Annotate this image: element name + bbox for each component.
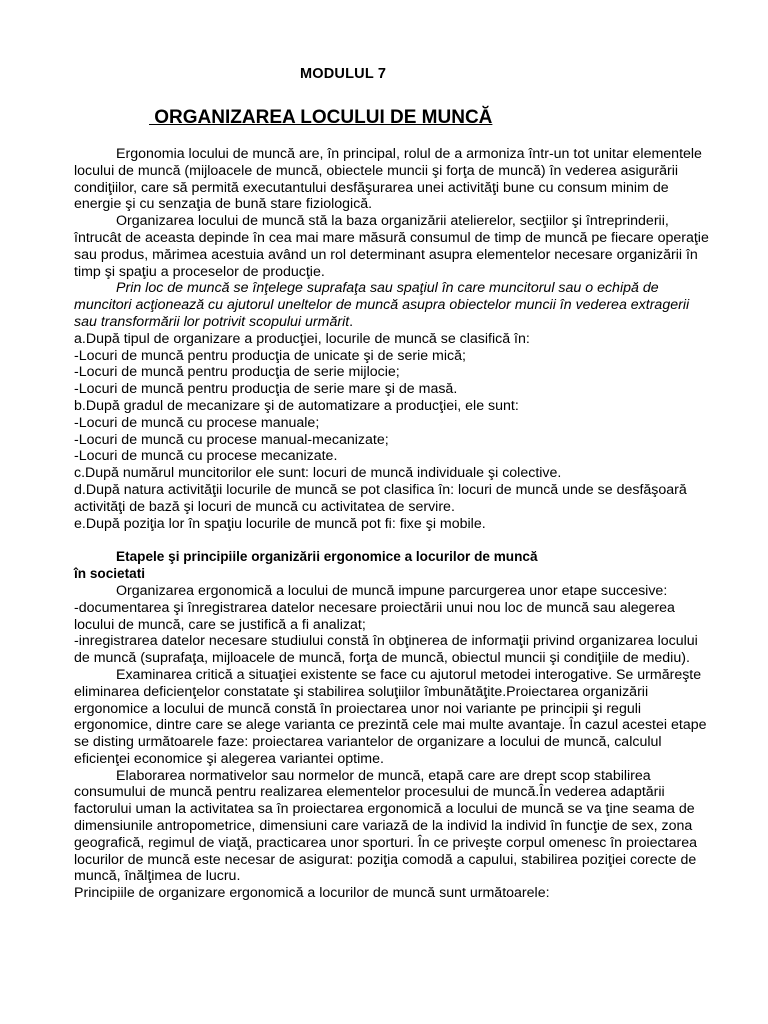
- section-spacer: [74, 532, 714, 549]
- paragraph-stages: Organizarea ergonomică a locului de muncă impune parcurgerea unor etape succesive:: [116, 582, 668, 599]
- paragraph-norms: Elaborarea normativelor sau normelor de muncă, etapă care are drept scop stabilirea consumului de muncă pentru realizarea elementelor procesului de muncă.În vederea adaptării factorului uman la activitatea sa în proiectarea ergonomică a locului de muncă se va ţine seama de dimensiunile antropometrice, dimensiuni care variază de la individ la individ în funcţie de sex, zona geografică, regimul de viaţă, practicarea unor sporturi. În ce priveşte corpul omenesc în proiectarea locurilor de muncă este necesar de asigurat: poziţia comodă a capului, stabilirea poziţiei corecte de muncă, înălţimea de lucru.: [74, 767, 697, 885]
- paragraph-organization: Organizarea locului de muncă stă la baza organizării atelierelor, secţiilor şi întreprinderii, întrucât de aceasta depinde în cea mai mare măsură consumul de timp de muncă pe fiecare operaţie sau produs, mărimea acestuia având un rol determinant asupra elementelor necesare organizării în timp şi spaţiu a proceselor de producţie.: [74, 213, 709, 280]
- list-item-b: b.După gradul de mecanizare şi de automatizare a producţiei, ele sunt:: [74, 397, 519, 414]
- document-body: [74, 146, 714, 902]
- paragraph-ergonomics: Ergonomia locului de muncă are, în principal, rolul de a armoniza într-un tot unitar elementele locului de muncă (mijloacele de muncă, obiectele muncii şi forţa de muncă) în vederea asigurării condiţiilor, care să permită executantului desfăşurarea unei activităţi bune cu consum minim de energie şi cu senzaţia de bună stare fiziologică.: [74, 146, 702, 213]
- list-item-a2: -Locuri de muncă pentru producţia de serie mijlocie;: [74, 364, 400, 381]
- stage-item-documentation: -documentarea şi înregistrarea datelor necesare proiectării unui nou loc de muncă sau alegerea locului de muncă, care se justifică a fi analizat;: [74, 599, 675, 633]
- list-item-a1: -Locuri de muncă pentru producţia de unicate şi de serie mică;: [74, 347, 466, 364]
- section-heading: Etapele şi principiile organizării ergonomice a locurilor de muncă: [116, 549, 538, 565]
- module-number: MODULUL 7: [300, 66, 387, 82]
- list-item-c: c.După numărul muncitorilor ele sunt: locuri de muncă individuale şi colective.: [74, 465, 562, 482]
- stage-item-recording: -inregistrarea datelor necesare studiului constă în obţinerea de informaţii privind organizarea locului de muncă (suprafaţa, mijloacele de muncă, forţa de muncă, obiectul muncii şi condiţiile de mediu).: [74, 633, 698, 667]
- definition-text: Prin loc de muncă se înţelege suprafaţa sau spaţiul în care muncitorul sau o echipă de muncitori acţionează cu ajutorul uneltelor de muncă asupra obiectelor muncii în vederea extragerii sau transformării lor potrivit scopului urmărit: [74, 280, 690, 330]
- section-heading-cont: în societati: [74, 566, 146, 582]
- paragraph-examination: Examinarea critică a situaţiei existente se face cu ajutorul metodei interogative. Se urmăreşte eliminarea deficienţelor constatate şi stabilirea soluţiilor îmbunătăţite.Proiectarea organizării ergonomice a locului de muncă constă în proiectarea unor noi variante pe principii şi reguli ergonomice, dintre care se alege varianta ce prezintă cele mai multe avantaje. În cazul acestei etape se disting următoarele faze: proiectarea variantelor de organizare a locului de muncă, calculul eficienţei economice şi alegerea variantei optime.: [74, 666, 707, 767]
- list-item-a: a.După tipul de organizare a producţiei, locurile de muncă se clasifică în:: [74, 330, 530, 347]
- paragraph-definition: [74, 280, 714, 330]
- document-title: ORGANIZAREA LOCULUI DE MUNCĂ: [149, 107, 493, 128]
- list-item-a3: -Locuri de muncă pentru producţia de serie mare şi de masă.: [74, 381, 458, 398]
- list-item-b3: -Locuri de muncă cu procese mecanizate.: [74, 448, 338, 465]
- list-item-e: e.După poziţia lor în spaţiu locurile de muncă pot fi: fixe şi mobile.: [74, 515, 486, 532]
- paragraph-principles: Principiile de organizare ergonomică a locurilor de muncă sunt următoarele:: [74, 885, 550, 902]
- list-item-b1: -Locuri de muncă cu procese manuale;: [74, 414, 320, 431]
- definition-end: .: [349, 313, 354, 330]
- list-item-b2: -Locuri de muncă cu procese manual-mecanizate;: [74, 431, 389, 448]
- list-item-d: d.După natura activităţii locurile de muncă se pot clasifica în: locuri de muncă unde se desfăşoară activităţi de bază şi locuri de muncă cu activitatea de servire.: [74, 481, 687, 515]
